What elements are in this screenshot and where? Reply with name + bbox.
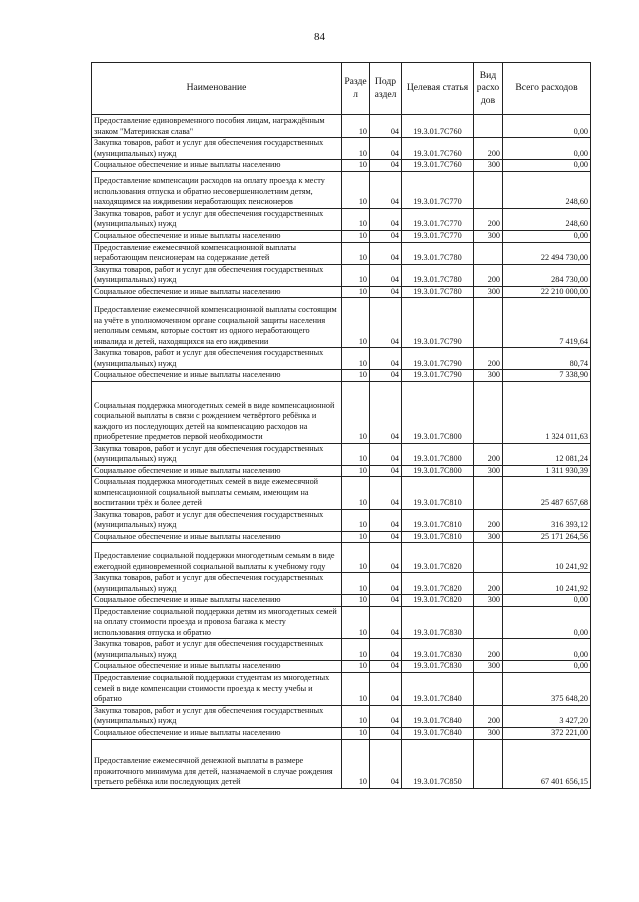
row-kind-cell: 300 — [474, 531, 503, 543]
row-article-cell: 19.3.01.7С820 — [402, 595, 474, 607]
row-name-cell: Предоставление социальной поддержки детям из многодетных семей на оплату стоимости проезда и провоза багажа к месту использования отпуска и обратно — [92, 606, 342, 639]
row-subsection-cell: 04 — [370, 672, 402, 705]
table-row — [92, 230, 591, 242]
row-kind-cell — [474, 672, 503, 705]
row-name-cell: Предоставление социальной поддержки многодетным семьям в виде ежегодной единовременной социальной выплаты к учебному году — [92, 543, 342, 573]
table-row — [92, 531, 591, 543]
row-section-cell: 10 — [342, 465, 370, 477]
row-section-cell: 10 — [342, 242, 370, 264]
row-subsection-cell: 04 — [370, 286, 402, 298]
row-kind-cell: 200 — [474, 509, 503, 531]
row-name-cell: Социальное обеспечение и иные выплаты населению — [92, 286, 342, 298]
row-article-cell: 19.3.01.7С780 — [402, 286, 474, 298]
row-total-cell: 1 324 011,63 — [503, 381, 591, 443]
row-name-cell: Предоставление единовременного пособия лицам, награждённым знаком "Материнская слава" — [92, 115, 342, 138]
table-row — [92, 543, 591, 573]
table-row — [92, 348, 591, 370]
row-section-cell: 10 — [342, 171, 370, 208]
row-subsection-cell: 04 — [370, 381, 402, 443]
row-section-cell: 10 — [342, 264, 370, 286]
row-kind-cell: 300 — [474, 727, 503, 739]
row-total-cell: 3 427,20 — [503, 705, 591, 727]
table-row — [92, 606, 591, 639]
row-section-cell: 10 — [342, 477, 370, 510]
row-article-cell: 19.3.01.7С800 — [402, 381, 474, 443]
table-row — [92, 465, 591, 477]
table-row — [92, 298, 591, 348]
row-subsection-cell: 04 — [370, 242, 402, 264]
row-section-cell: 10 — [342, 115, 370, 138]
row-subsection-cell: 04 — [370, 477, 402, 510]
row-subsection-cell: 04 — [370, 264, 402, 286]
row-total-cell: 248,60 — [503, 171, 591, 208]
row-total-cell: 375 648,20 — [503, 672, 591, 705]
row-name-cell: Предоставление компенсации расходов на оплату проезда к месту использования отпуска и обратно несовершеннолетним детям, находящимся на иждивении неработающих пенсионеров — [92, 171, 342, 208]
row-total-cell: 0,00 — [503, 606, 591, 639]
row-article-cell: 19.3.01.7С770 — [402, 230, 474, 242]
row-name-cell: Закупка товаров, работ и услуг для обеспечения государственных (муниципальных) нужд — [92, 639, 342, 661]
row-kind-cell — [474, 242, 503, 264]
table-row — [92, 381, 591, 443]
row-article-cell: 19.3.01.7С800 — [402, 443, 474, 465]
header-subsection: Подр аздел — [370, 63, 402, 115]
row-subsection-cell: 04 — [370, 443, 402, 465]
table-row — [92, 160, 591, 172]
row-section-cell: 10 — [342, 443, 370, 465]
table-row — [92, 370, 591, 382]
row-subsection-cell: 04 — [370, 465, 402, 477]
row-total-cell: 22 494 730,00 — [503, 242, 591, 264]
row-name-cell: Социальная поддержка многодетных семей в виде ежемесячной компенсационной социальной выплаты семьям, имеющим на воспитании трёх и более детей — [92, 477, 342, 510]
row-article-cell: 19.3.01.7С840 — [402, 672, 474, 705]
row-total-cell: 7 338,90 — [503, 370, 591, 382]
row-section-cell: 10 — [342, 208, 370, 230]
row-subsection-cell: 04 — [370, 370, 402, 382]
row-section-cell: 10 — [342, 739, 370, 788]
row-name-cell: Социальное обеспечение и иные выплаты населению — [92, 160, 342, 172]
row-name-cell: Социальная поддержка многодетных семей в виде компенсационной социальной выплаты в связи с рождением четвёртого ребёнка и каждого из последующих детей на компенсацию расходов на приобретение предметов первой необходимости — [92, 381, 342, 443]
row-section-cell: 10 — [342, 543, 370, 573]
row-article-cell: 19.3.01.7С780 — [402, 242, 474, 264]
row-total-cell: 10 241,92 — [503, 543, 591, 573]
row-subsection-cell: 04 — [370, 661, 402, 673]
row-kind-cell: 200 — [474, 208, 503, 230]
row-article-cell: 19.3.01.7С830 — [402, 606, 474, 639]
row-kind-cell: 300 — [474, 661, 503, 673]
row-section-cell: 10 — [342, 705, 370, 727]
row-kind-cell: 200 — [474, 443, 503, 465]
table-row — [92, 705, 591, 727]
row-total-cell: 248,60 — [503, 208, 591, 230]
row-section-cell: 10 — [342, 727, 370, 739]
page-number: 84 — [314, 31, 325, 43]
row-subsection-cell: 04 — [370, 739, 402, 788]
row-subsection-cell: 04 — [370, 230, 402, 242]
row-subsection-cell: 04 — [370, 543, 402, 573]
row-subsection-cell: 04 — [370, 531, 402, 543]
row-article-cell: 19.3.01.7С770 — [402, 208, 474, 230]
table-row — [92, 639, 591, 661]
row-subsection-cell: 04 — [370, 606, 402, 639]
row-subsection-cell: 04 — [370, 115, 402, 138]
row-section-cell: 10 — [342, 509, 370, 531]
row-kind-cell: 200 — [474, 348, 503, 370]
row-article-cell: 19.3.01.7С770 — [402, 171, 474, 208]
row-kind-cell — [474, 115, 503, 138]
table-row — [92, 661, 591, 673]
row-total-cell: 284 730,00 — [503, 264, 591, 286]
table-row — [92, 138, 591, 160]
table-row — [92, 242, 591, 264]
row-section-cell: 10 — [342, 672, 370, 705]
row-subsection-cell: 04 — [370, 171, 402, 208]
row-section-cell: 10 — [342, 370, 370, 382]
table-row — [92, 171, 591, 208]
row-section-cell: 10 — [342, 573, 370, 595]
header-total: Всего расходов — [503, 63, 591, 115]
row-section-cell: 10 — [342, 661, 370, 673]
row-article-cell: 19.3.01.7С850 — [402, 739, 474, 788]
table-row — [92, 286, 591, 298]
row-kind-cell: 200 — [474, 138, 503, 160]
row-article-cell: 19.3.01.7С830 — [402, 661, 474, 673]
row-name-cell: Социальное обеспечение и иные выплаты населению — [92, 465, 342, 477]
row-total-cell: 1 311 930,39 — [503, 465, 591, 477]
row-article-cell: 19.3.01.7С760 — [402, 160, 474, 172]
row-article-cell: 19.3.01.7С790 — [402, 348, 474, 370]
row-kind-cell: 200 — [474, 705, 503, 727]
table-row — [92, 443, 591, 465]
row-subsection-cell: 04 — [370, 509, 402, 531]
row-name-cell: Социальное обеспечение и иные выплаты населению — [92, 595, 342, 607]
row-subsection-cell: 04 — [370, 298, 402, 348]
row-section-cell: 10 — [342, 639, 370, 661]
row-article-cell: 19.3.01.7С810 — [402, 531, 474, 543]
row-name-cell: Социальное обеспечение и иные выплаты населению — [92, 531, 342, 543]
row-total-cell: 67 401 656,15 — [503, 739, 591, 788]
row-section-cell: 10 — [342, 286, 370, 298]
row-article-cell: 19.3.01.7С790 — [402, 370, 474, 382]
table-row — [92, 509, 591, 531]
row-article-cell: 19.3.01.7С790 — [402, 298, 474, 348]
table-row — [92, 115, 591, 138]
header-name: Наименование — [92, 63, 342, 115]
row-name-cell: Закупка товаров, работ и услуг для обеспечения государственных (муниципальных) нужд — [92, 573, 342, 595]
budget-table — [91, 62, 591, 789]
row-name-cell: Социальное обеспечение и иные выплаты населению — [92, 230, 342, 242]
row-kind-cell — [474, 739, 503, 788]
row-total-cell: 0,00 — [503, 138, 591, 160]
row-article-cell: 19.3.01.7С800 — [402, 465, 474, 477]
row-section-cell: 10 — [342, 531, 370, 543]
row-kind-cell: 200 — [474, 264, 503, 286]
row-section-cell: 10 — [342, 230, 370, 242]
row-name-cell: Социальное обеспечение и иные выплаты населению — [92, 727, 342, 739]
table-row — [92, 477, 591, 510]
row-article-cell: 19.3.01.7С810 — [402, 509, 474, 531]
row-total-cell: 10 241,92 — [503, 573, 591, 595]
table-row — [92, 264, 591, 286]
row-kind-cell: 200 — [474, 573, 503, 595]
row-total-cell: 372 221,00 — [503, 727, 591, 739]
row-name-cell: Социальное обеспечение и иные выплаты населению — [92, 661, 342, 673]
table-row — [92, 727, 591, 739]
row-article-cell: 19.3.01.7С820 — [402, 573, 474, 595]
row-article-cell: 19.3.01.7С810 — [402, 477, 474, 510]
row-total-cell: 80,74 — [503, 348, 591, 370]
table-header-row — [92, 63, 591, 115]
row-name-cell: Закупка товаров, работ и услуг для обеспечения государственных (муниципальных) нужд — [92, 348, 342, 370]
row-kind-cell — [474, 171, 503, 208]
row-name-cell: Закупка товаров, работ и услуг для обеспечения государственных (муниципальных) нужд — [92, 705, 342, 727]
row-kind-cell: 300 — [474, 370, 503, 382]
row-subsection-cell: 04 — [370, 208, 402, 230]
row-kind-cell: 200 — [474, 639, 503, 661]
row-total-cell: 0,00 — [503, 639, 591, 661]
row-subsection-cell: 04 — [370, 639, 402, 661]
row-name-cell: Закупка товаров, работ и услуг для обеспечения государственных (муниципальных) нужд — [92, 138, 342, 160]
row-kind-cell — [474, 381, 503, 443]
row-total-cell: 0,00 — [503, 661, 591, 673]
row-name-cell: Предоставление ежемесячной компенсационной выплаты неработающим пенсионерам на содержание детей — [92, 242, 342, 264]
row-section-cell: 10 — [342, 160, 370, 172]
row-kind-cell — [474, 298, 503, 348]
row-kind-cell — [474, 606, 503, 639]
row-kind-cell: 300 — [474, 160, 503, 172]
table-body — [92, 115, 591, 789]
row-section-cell: 10 — [342, 595, 370, 607]
row-subsection-cell: 04 — [370, 573, 402, 595]
row-article-cell: 19.3.01.7С760 — [402, 115, 474, 138]
row-name-cell: Предоставление ежемесячной компенсационной выплаты состоящим на учёте в уполномоченном органе социальной защиты населения неполным семьям, которые состоят из одного неработающего инвалида и детей, находящихся на его иждивении — [92, 298, 342, 348]
row-kind-cell: 300 — [474, 230, 503, 242]
row-name-cell: Предоставление социальной поддержки студентам из многодетных семей в виде компенсации стоимости проезда к месту учебы и обратно — [92, 672, 342, 705]
row-subsection-cell: 04 — [370, 595, 402, 607]
row-section-cell: 10 — [342, 298, 370, 348]
row-kind-cell: 300 — [474, 595, 503, 607]
row-total-cell: 25 487 657,68 — [503, 477, 591, 510]
row-total-cell: 12 081,24 — [503, 443, 591, 465]
row-section-cell: 10 — [342, 138, 370, 160]
row-section-cell: 10 — [342, 381, 370, 443]
row-kind-cell — [474, 543, 503, 573]
row-name-cell: Закупка товаров, работ и услуг для обеспечения государственных (муниципальных) нужд — [92, 208, 342, 230]
row-subsection-cell: 04 — [370, 727, 402, 739]
row-article-cell: 19.3.01.7С840 — [402, 727, 474, 739]
row-subsection-cell: 04 — [370, 160, 402, 172]
row-kind-cell: 300 — [474, 465, 503, 477]
row-article-cell: 19.3.01.7С820 — [402, 543, 474, 573]
row-total-cell: 7 419,64 — [503, 298, 591, 348]
row-kind-cell: 300 — [474, 286, 503, 298]
row-name-cell: Социальное обеспечение и иные выплаты населению — [92, 370, 342, 382]
row-article-cell: 19.3.01.7С830 — [402, 639, 474, 661]
row-article-cell: 19.3.01.7С840 — [402, 705, 474, 727]
row-total-cell: 0,00 — [503, 115, 591, 138]
table-row — [92, 573, 591, 595]
row-subsection-cell: 04 — [370, 705, 402, 727]
row-total-cell: 0,00 — [503, 230, 591, 242]
row-name-cell: Закупка товаров, работ и услуг для обеспечения государственных (муниципальных) нужд — [92, 264, 342, 286]
row-subsection-cell: 04 — [370, 348, 402, 370]
header-target-article: Целевая статья — [402, 63, 474, 115]
row-total-cell: 0,00 — [503, 595, 591, 607]
row-section-cell: 10 — [342, 348, 370, 370]
row-kind-cell — [474, 477, 503, 510]
header-expense-type: Вид расхо дов — [474, 63, 503, 115]
row-total-cell: 22 210 000,00 — [503, 286, 591, 298]
table-row — [92, 739, 591, 788]
row-name-cell: Закупка товаров, работ и услуг для обеспечения государственных (муниципальных) нужд — [92, 509, 342, 531]
row-name-cell: Закупка товаров, работ и услуг для обеспечения государственных (муниципальных) нужд — [92, 443, 342, 465]
row-subsection-cell: 04 — [370, 138, 402, 160]
row-total-cell: 0,00 — [503, 160, 591, 172]
row-total-cell: 316 393,12 — [503, 509, 591, 531]
row-total-cell: 25 171 264,56 — [503, 531, 591, 543]
table-row — [92, 595, 591, 607]
row-name-cell: Предоставление ежемесячной денежной выплаты в размере прожиточного минимума для детей, назначаемой в случае рождения третьего ребёнка или последующих детей — [92, 739, 342, 788]
row-section-cell: 10 — [342, 606, 370, 639]
header-section: Разде л — [342, 63, 370, 115]
table-row — [92, 672, 591, 705]
row-article-cell: 19.3.01.7С780 — [402, 264, 474, 286]
row-article-cell: 19.3.01.7С760 — [402, 138, 474, 160]
table-row — [92, 208, 591, 230]
